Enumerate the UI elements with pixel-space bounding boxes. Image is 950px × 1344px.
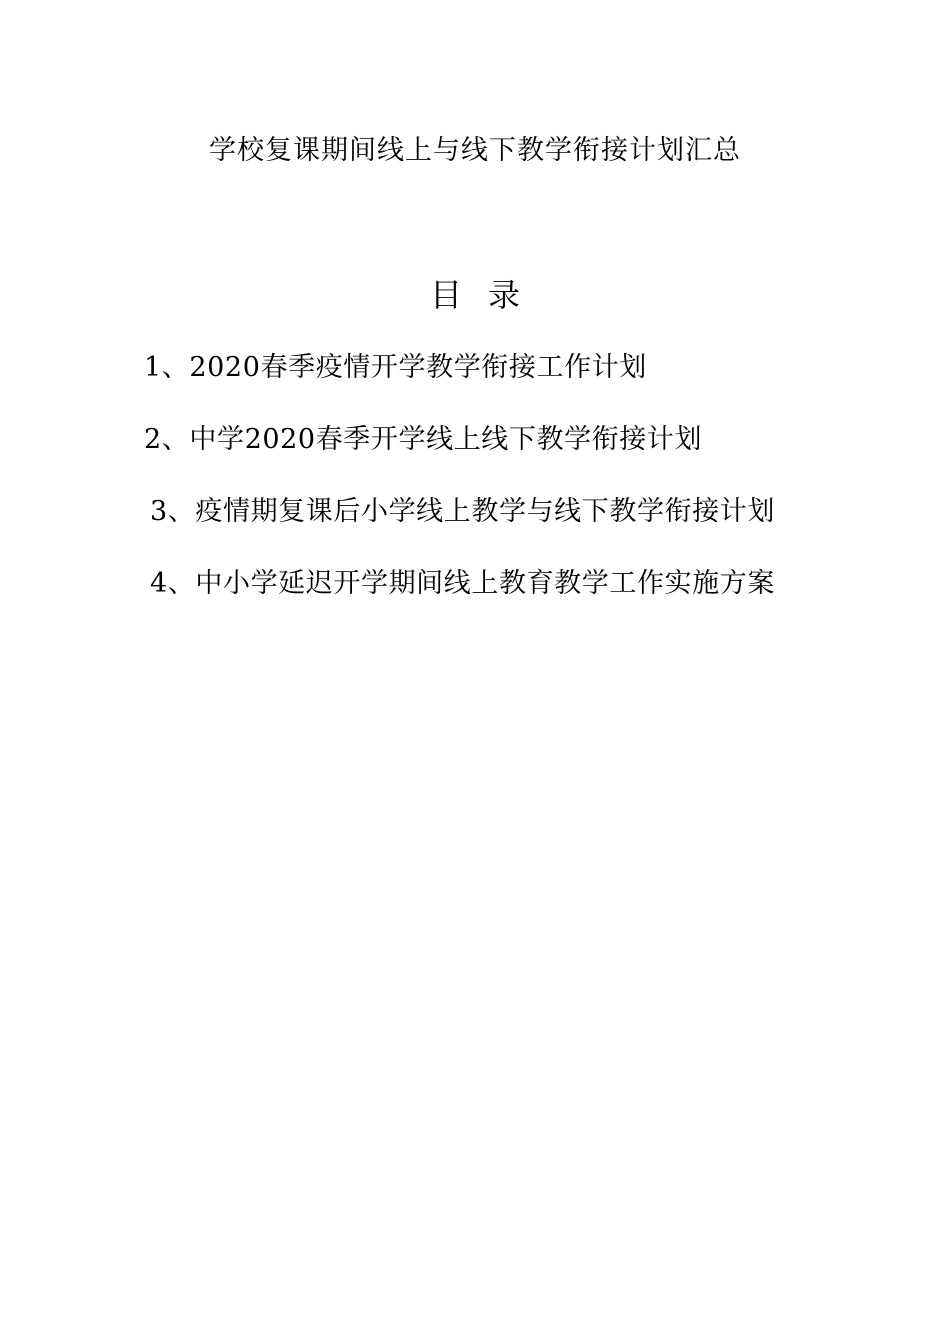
toc-item-4: 4、中小学延迟开学期间线上教育教学工作实施方案	[150, 568, 775, 599]
toc-item-2: 2、中学2020春季开学线上线下教学衔接计划	[144, 424, 703, 455]
document-title: 学校复课期间线上与线下教学衔接计划汇总	[209, 135, 741, 166]
toc-item-3: 3、疫情期复课后小学线上教学与线下教学衔接计划	[150, 496, 775, 527]
toc-heading: 目录	[429, 276, 546, 314]
toc-item-1: 1、2020春季疫情开学教学衔接工作计划	[144, 352, 647, 383]
